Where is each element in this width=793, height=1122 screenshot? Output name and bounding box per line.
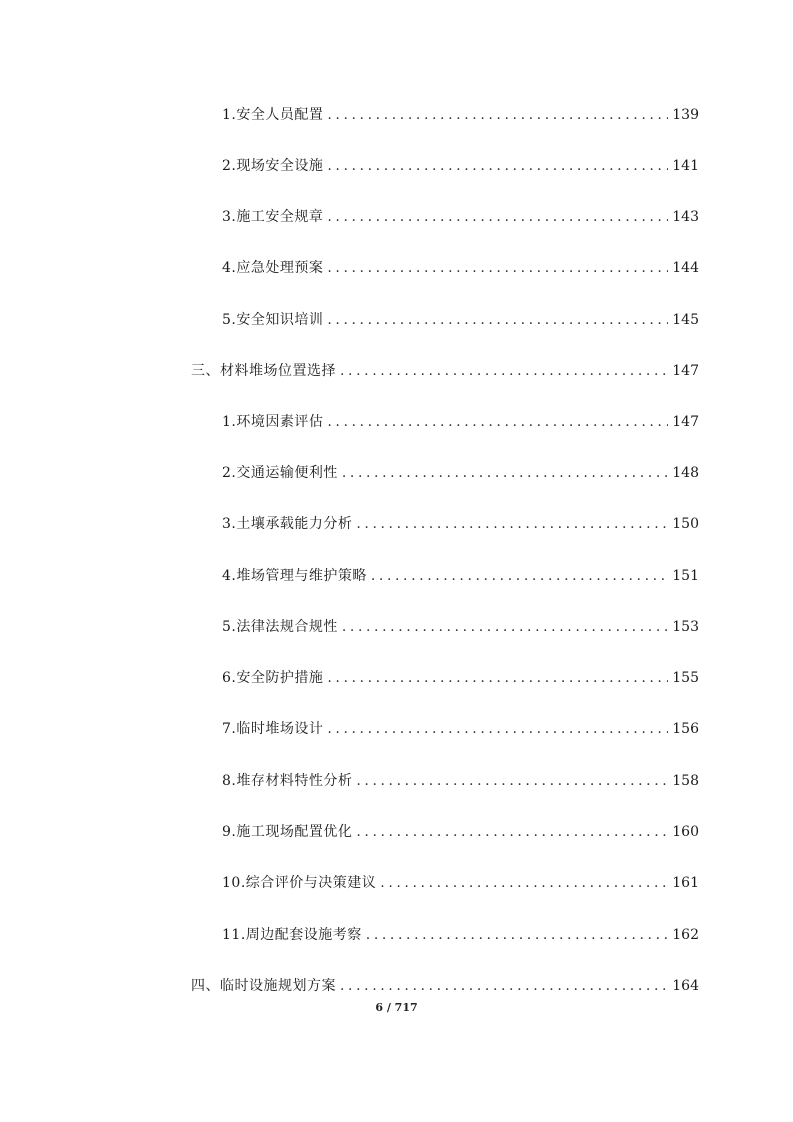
toc-entry-title: 4.堆场管理与维护策略 — [222, 568, 367, 584]
toc-entry-title: 1.安全人员配置 — [222, 107, 324, 123]
toc-dot-leader — [327, 104, 668, 126]
toc-entry-title: 2.交通运输便利性 — [222, 465, 338, 481]
toc-entry[interactable] — [222, 616, 699, 638]
toc-dot-leader — [380, 872, 668, 894]
toc-entry[interactable] — [222, 462, 699, 484]
toc-entry-title: 8.堆存材料特性分析 — [222, 773, 353, 789]
toc-dot-leader — [366, 924, 669, 946]
toc-entry[interactable] — [222, 155, 699, 177]
toc-entry-title: 3.施工安全规章 — [222, 209, 324, 225]
toc-entry[interactable] — [222, 821, 699, 843]
toc-entry-page: 158 — [672, 773, 699, 789]
toc-dot-leader — [340, 975, 668, 997]
page-number-footer: 6 / 717 — [375, 1001, 418, 1014]
toc-entry[interactable] — [222, 565, 699, 587]
toc-dot-leader — [327, 309, 668, 331]
toc-dot-leader — [327, 257, 668, 279]
toc-dot-leader — [340, 360, 668, 382]
toc-entry-page: 150 — [672, 516, 699, 532]
toc-entry-page: 153 — [672, 619, 699, 635]
toc-dot-leader — [356, 770, 668, 792]
toc-entry[interactable] — [222, 513, 699, 535]
toc-entry[interactable] — [222, 872, 699, 894]
toc-entry-page: 160 — [672, 824, 699, 840]
toc-entry-title: 9.施工现场配置优化 — [222, 824, 353, 840]
toc-entry[interactable] — [222, 411, 699, 433]
toc-dot-leader — [327, 155, 668, 177]
toc-entry-page: 139 — [672, 107, 699, 123]
toc-entry-title: 3.土壤承载能力分析 — [222, 516, 353, 532]
toc-entry[interactable] — [222, 770, 699, 792]
toc-dot-leader — [327, 411, 668, 433]
toc-entry-title: 10.综合评价与决策建议 — [222, 875, 377, 891]
toc-entry-page: 156 — [672, 721, 699, 737]
toc-section-entry[interactable] — [191, 360, 699, 382]
toc-dot-leader — [327, 667, 668, 689]
toc-entry[interactable] — [222, 257, 699, 279]
toc-entry[interactable] — [222, 309, 699, 331]
toc-entry-title: 三、材料堆场位置选择 — [191, 363, 336, 379]
toc-entry-title: 7.临时堆场设计 — [222, 721, 324, 737]
toc-entry-page: 161 — [672, 875, 699, 891]
toc-entry-page: 143 — [672, 209, 699, 225]
toc-entry-page: 155 — [672, 670, 699, 686]
toc-section-entry[interactable] — [191, 975, 699, 997]
toc-entry-page: 147 — [672, 414, 699, 430]
toc-dot-leader — [356, 513, 668, 535]
toc-entry[interactable] — [222, 206, 699, 228]
toc-dot-leader — [356, 821, 668, 843]
toc-entry[interactable] — [222, 667, 699, 689]
toc-entry[interactable] — [222, 718, 699, 740]
toc-dot-leader — [327, 206, 668, 228]
toc-entry-title: 5.安全知识培训 — [222, 312, 324, 328]
toc-entry-page: 151 — [672, 568, 699, 584]
toc-entry-title: 5.法律法规合规性 — [222, 619, 338, 635]
toc-entry-page: 148 — [672, 465, 699, 481]
toc-entry-page: 145 — [672, 312, 699, 328]
toc-entry-title: 1.环境因素评估 — [222, 414, 324, 430]
toc-entry-title: 4.应急处理预案 — [222, 260, 324, 276]
toc-entry-page: 164 — [672, 978, 699, 994]
toc-entry-page: 144 — [672, 260, 699, 276]
toc-entry-title: 6.安全防护措施 — [222, 670, 324, 686]
toc-entry-title: 11.周边配套设施考察 — [222, 927, 362, 943]
toc-entry-title: 四、临时设施规划方案 — [191, 978, 336, 994]
toc-dot-leader — [342, 462, 668, 484]
toc-entry-page: 162 — [672, 927, 699, 943]
toc-entry-page: 141 — [672, 158, 699, 174]
toc-dot-leader — [371, 565, 668, 587]
toc-entry[interactable] — [222, 924, 699, 946]
toc-dot-leader — [342, 616, 668, 638]
toc-entry-page: 147 — [672, 363, 699, 379]
toc-entry[interactable] — [222, 104, 699, 126]
toc-entry-title: 2.现场安全设施 — [222, 158, 324, 174]
toc-dot-leader — [327, 718, 668, 740]
